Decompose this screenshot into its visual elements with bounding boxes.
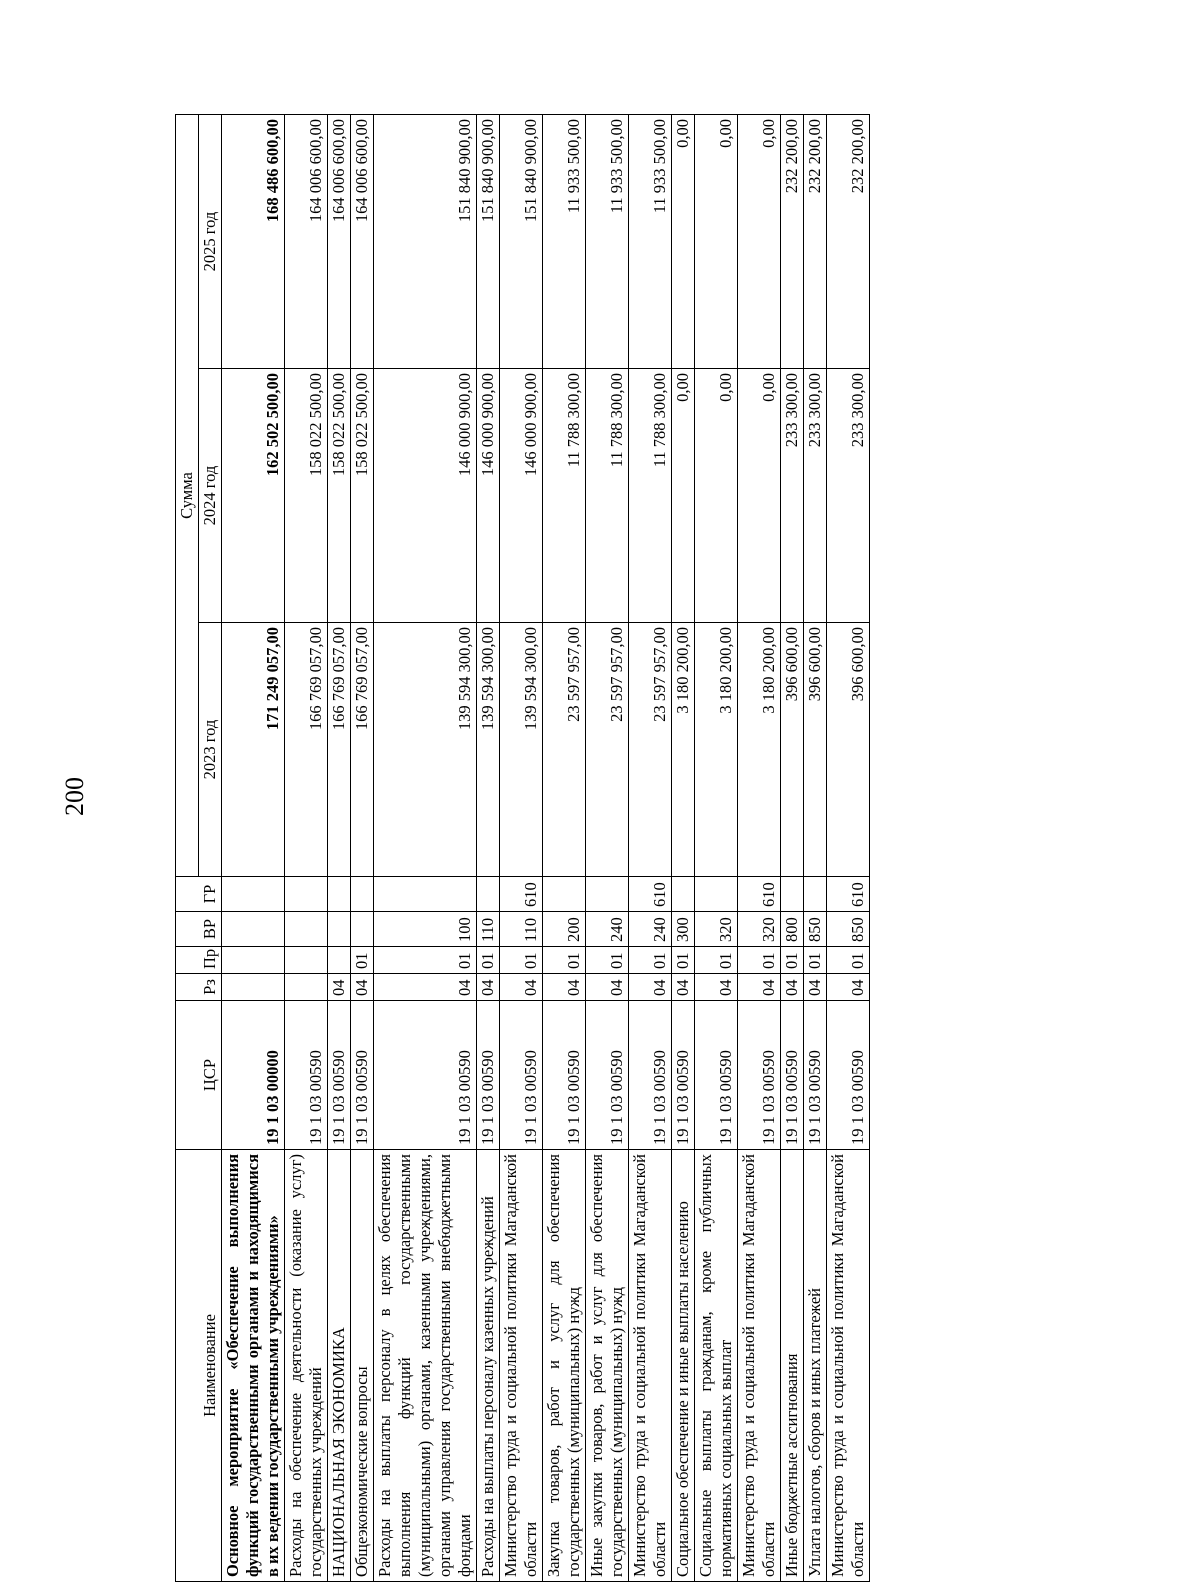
cell-amount-2025: 151 840 900,00: [374, 115, 477, 369]
cell-rz: 04: [695, 974, 738, 1001]
cell-vr: 200: [543, 912, 586, 947]
cell-amount-2023: 396 600,00: [827, 623, 870, 877]
cell-amount-2023: 23 597 957,00: [543, 623, 586, 877]
cell-amount-2025: 164 006 600,00: [328, 115, 351, 369]
cell-pr: 01: [477, 947, 500, 974]
cell-pr: 01: [543, 947, 586, 974]
cell-amount-2025: 151 840 900,00: [500, 115, 543, 369]
cell-vr: [285, 912, 328, 947]
cell-csr: 19 1 03 00590: [328, 1001, 351, 1150]
cell-pr: 01: [781, 947, 804, 974]
cell-csr: 19 1 03 00590: [477, 1001, 500, 1150]
cell-name: Министерство труда и социальной политики Магаданской области: [629, 1150, 672, 1582]
cell-amount-2025: 0,00: [695, 115, 738, 369]
header-csr: ЦСР: [176, 1001, 222, 1150]
cell-pr: 01: [351, 947, 374, 974]
table-row: [328, 115, 351, 1582]
table-row: [629, 115, 672, 1582]
cell-vr: 110: [500, 912, 543, 947]
cell-rz: 04: [586, 974, 629, 1001]
cell-amount-2024: 146 000 900,00: [477, 369, 500, 623]
table-row: [695, 115, 738, 1582]
cell-rz: 04: [328, 974, 351, 1001]
cell-rz: 04: [374, 974, 477, 1001]
cell-amount-2024: 158 022 500,00: [351, 369, 374, 623]
cell-pr: 01: [738, 947, 781, 974]
cell-rz: 04: [629, 974, 672, 1001]
cell-csr: 19 1 03 00590: [543, 1001, 586, 1150]
header-sum: Сумма: [176, 115, 199, 877]
cell-amount-2024: 158 022 500,00: [285, 369, 328, 623]
cell-vr: 240: [629, 912, 672, 947]
table-row: [500, 115, 543, 1582]
cell-gr: [695, 877, 738, 912]
header-year-2023: 2023 год: [199, 623, 222, 877]
cell-vr: 240: [586, 912, 629, 947]
cell-amount-2025: 168 486 600,00: [222, 115, 285, 369]
cell-amount-2024: 0,00: [672, 369, 695, 623]
cell-csr: 19 1 03 00590: [804, 1001, 827, 1150]
cell-amount-2025: 0,00: [738, 115, 781, 369]
cell-name: Иные закупки товаров, работ и услуг для обеспечения государственных (муниципальных) нужд: [586, 1150, 629, 1582]
cell-amount-2024: 11 788 300,00: [629, 369, 672, 623]
cell-csr: 19 1 03 00590: [586, 1001, 629, 1150]
cell-vr: 850: [827, 912, 870, 947]
cell-amount-2025: 164 006 600,00: [285, 115, 328, 369]
cell-amount-2024: 0,00: [738, 369, 781, 623]
cell-rz: [285, 974, 328, 1001]
table-row: [827, 115, 870, 1582]
cell-name: Основное мероприятие «Обеспечение выполнения функций государственными органами и находящимися в их ведении государственными учреждениями»: [222, 1150, 285, 1582]
cell-vr: 100: [374, 912, 477, 947]
cell-gr: 610: [629, 877, 672, 912]
cell-name: Общеэкономические вопросы: [351, 1150, 374, 1582]
cell-gr: [586, 877, 629, 912]
cell-name: Расходы на обеспечение деятельности (оказание услуг) государственных учреждений: [285, 1150, 328, 1582]
cell-csr: 19 1 03 00590: [695, 1001, 738, 1150]
cell-pr: 01: [500, 947, 543, 974]
cell-amount-2024: 146 000 900,00: [500, 369, 543, 623]
cell-csr: 19 1 03 00590: [738, 1001, 781, 1150]
cell-vr: 320: [738, 912, 781, 947]
cell-vr: 850: [804, 912, 827, 947]
cell-amount-2024: 0,00: [695, 369, 738, 623]
cell-amount-2024: 233 300,00: [827, 369, 870, 623]
cell-rz: 04: [500, 974, 543, 1001]
cell-amount-2023: 166 769 057,00: [328, 623, 351, 877]
cell-pr: [222, 947, 285, 974]
table-header: [176, 115, 222, 1582]
table-row: [374, 115, 477, 1582]
cell-amount-2023: 166 769 057,00: [351, 623, 374, 877]
cell-pr: 01: [629, 947, 672, 974]
rotated-page-content: [175, 114, 870, 1582]
cell-pr: 01: [695, 947, 738, 974]
cell-amount-2025: 232 200,00: [781, 115, 804, 369]
cell-gr: 610: [827, 877, 870, 912]
cell-gr: [285, 877, 328, 912]
cell-csr: 19 1 03 00590: [285, 1001, 328, 1150]
cell-vr: [351, 912, 374, 947]
cell-pr: 01: [804, 947, 827, 974]
cell-amount-2025: 232 200,00: [804, 115, 827, 369]
table-row: [477, 115, 500, 1582]
cell-gr: [781, 877, 804, 912]
cell-vr: 110: [477, 912, 500, 947]
cell-vr: 300: [672, 912, 695, 947]
cell-gr: 610: [500, 877, 543, 912]
cell-amount-2023: 3 180 200,00: [672, 623, 695, 877]
cell-rz: [222, 974, 285, 1001]
cell-csr: 19 1 03 00590: [629, 1001, 672, 1150]
header-year-2025: 2025 год: [199, 115, 222, 369]
cell-amount-2024: 233 300,00: [804, 369, 827, 623]
cell-amount-2023: 171 249 057,00: [222, 623, 285, 877]
cell-vr: 320: [695, 912, 738, 947]
cell-amount-2023: 139 594 300,00: [374, 623, 477, 877]
cell-name: НАЦИОНАЛЬНАЯ ЭКОНОМИКА: [328, 1150, 351, 1582]
cell-amount-2024: 233 300,00: [781, 369, 804, 623]
cell-csr: 19 1 03 00590: [781, 1001, 804, 1150]
cell-csr: 19 1 03 00590: [672, 1001, 695, 1150]
cell-csr: 19 1 03 00590: [827, 1001, 870, 1150]
cell-csr: 19 1 03 00590: [351, 1001, 374, 1150]
table-row: [781, 115, 804, 1582]
page-number: 200: [60, 777, 89, 816]
cell-rz: 04: [351, 974, 374, 1001]
cell-name: Закупка товаров, работ и услуг для обеспечения государственных (муниципальных) нужд: [543, 1150, 586, 1582]
cell-gr: [477, 877, 500, 912]
cell-gr: [672, 877, 695, 912]
cell-gr: [351, 877, 374, 912]
cell-amount-2023: 3 180 200,00: [695, 623, 738, 877]
cell-vr: [222, 912, 285, 947]
cell-amount-2023: 396 600,00: [781, 623, 804, 877]
cell-amount-2025: 11 933 500,00: [586, 115, 629, 369]
table-row: [351, 115, 374, 1582]
cell-amount-2025: 164 006 600,00: [351, 115, 374, 369]
cell-amount-2024: 158 022 500,00: [328, 369, 351, 623]
cell-name: Министерство труда и социальной политики Магаданской области: [827, 1150, 870, 1582]
cell-amount-2023: 396 600,00: [804, 623, 827, 877]
cell-rz: 04: [543, 974, 586, 1001]
cell-amount-2023: 139 594 300,00: [500, 623, 543, 877]
cell-pr: [328, 947, 351, 974]
table-row: [222, 115, 285, 1582]
cell-amount-2024: 11 788 300,00: [586, 369, 629, 623]
cell-name: Социальное обеспечение и иные выплаты населению: [672, 1150, 695, 1582]
cell-gr: [543, 877, 586, 912]
cell-amount-2025: 232 200,00: [827, 115, 870, 369]
table-row: [738, 115, 781, 1582]
budget-table: [175, 114, 870, 1582]
cell-rz: 04: [477, 974, 500, 1001]
cell-gr: [374, 877, 477, 912]
cell-vr: [328, 912, 351, 947]
cell-amount-2023: 23 597 957,00: [586, 623, 629, 877]
cell-amount-2023: 23 597 957,00: [629, 623, 672, 877]
cell-name: Иные бюджетные ассигнования: [781, 1150, 804, 1582]
cell-gr: [222, 877, 285, 912]
cell-name: Уплата налогов, сборов и иных платежей: [804, 1150, 827, 1582]
cell-rz: 04: [781, 974, 804, 1001]
cell-rz: 04: [827, 974, 870, 1001]
cell-amount-2024: 11 788 300,00: [543, 369, 586, 623]
cell-name: Расходы на выплаты персоналу казенных учреждений: [477, 1150, 500, 1582]
cell-name: Министерство труда и социальной политики Магаданской области: [500, 1150, 543, 1582]
cell-gr: [328, 877, 351, 912]
cell-amount-2024: 146 000 900,00: [374, 369, 477, 623]
cell-gr: 610: [738, 877, 781, 912]
header-pr: Пр: [176, 947, 222, 974]
header-year-2024: 2024 год: [199, 369, 222, 623]
table-body: [222, 115, 870, 1582]
cell-amount-2023: 3 180 200,00: [738, 623, 781, 877]
cell-rz: 04: [804, 974, 827, 1001]
cell-amount-2025: 0,00: [672, 115, 695, 369]
cell-amount-2025: 11 933 500,00: [629, 115, 672, 369]
header-gr: ГР: [176, 877, 222, 912]
header-vr: ВР: [176, 912, 222, 947]
cell-name: Социальные выплаты гражданам, кроме публичных нормативных социальных выплат: [695, 1150, 738, 1582]
header-rz: Рз: [176, 974, 222, 1001]
cell-rz: 04: [672, 974, 695, 1001]
cell-csr: 19 1 03 00000: [222, 1001, 285, 1150]
cell-vr: 800: [781, 912, 804, 947]
cell-name: Расходы на выплаты персоналу в целях обеспечения выполнения функций государственными (муниципальными) органами, казенными учреждениями, органами управления государственными внебюджетными фондами: [374, 1150, 477, 1582]
cell-gr: [804, 877, 827, 912]
cell-pr: [285, 947, 328, 974]
cell-amount-2025: 151 840 900,00: [477, 115, 500, 369]
cell-pr: 01: [586, 947, 629, 974]
cell-csr: 19 1 03 00590: [500, 1001, 543, 1150]
cell-csr: 19 1 03 00590: [374, 1001, 477, 1150]
table-row: [804, 115, 827, 1582]
cell-pr: 01: [374, 947, 477, 974]
table-row: [672, 115, 695, 1582]
table-row: [586, 115, 629, 1582]
cell-amount-2023: 139 594 300,00: [477, 623, 500, 877]
cell-name: Министерство труда и социальной политики Магаданской области: [738, 1150, 781, 1582]
cell-amount-2025: 11 933 500,00: [543, 115, 586, 369]
cell-pr: 01: [672, 947, 695, 974]
table-row: [285, 115, 328, 1582]
cell-amount-2024: 162 502 500,00: [222, 369, 285, 623]
header-name: Наименование: [176, 1150, 222, 1582]
table-row: [543, 115, 586, 1582]
cell-amount-2023: 166 769 057,00: [285, 623, 328, 877]
cell-rz: 04: [738, 974, 781, 1001]
cell-pr: 01: [827, 947, 870, 974]
